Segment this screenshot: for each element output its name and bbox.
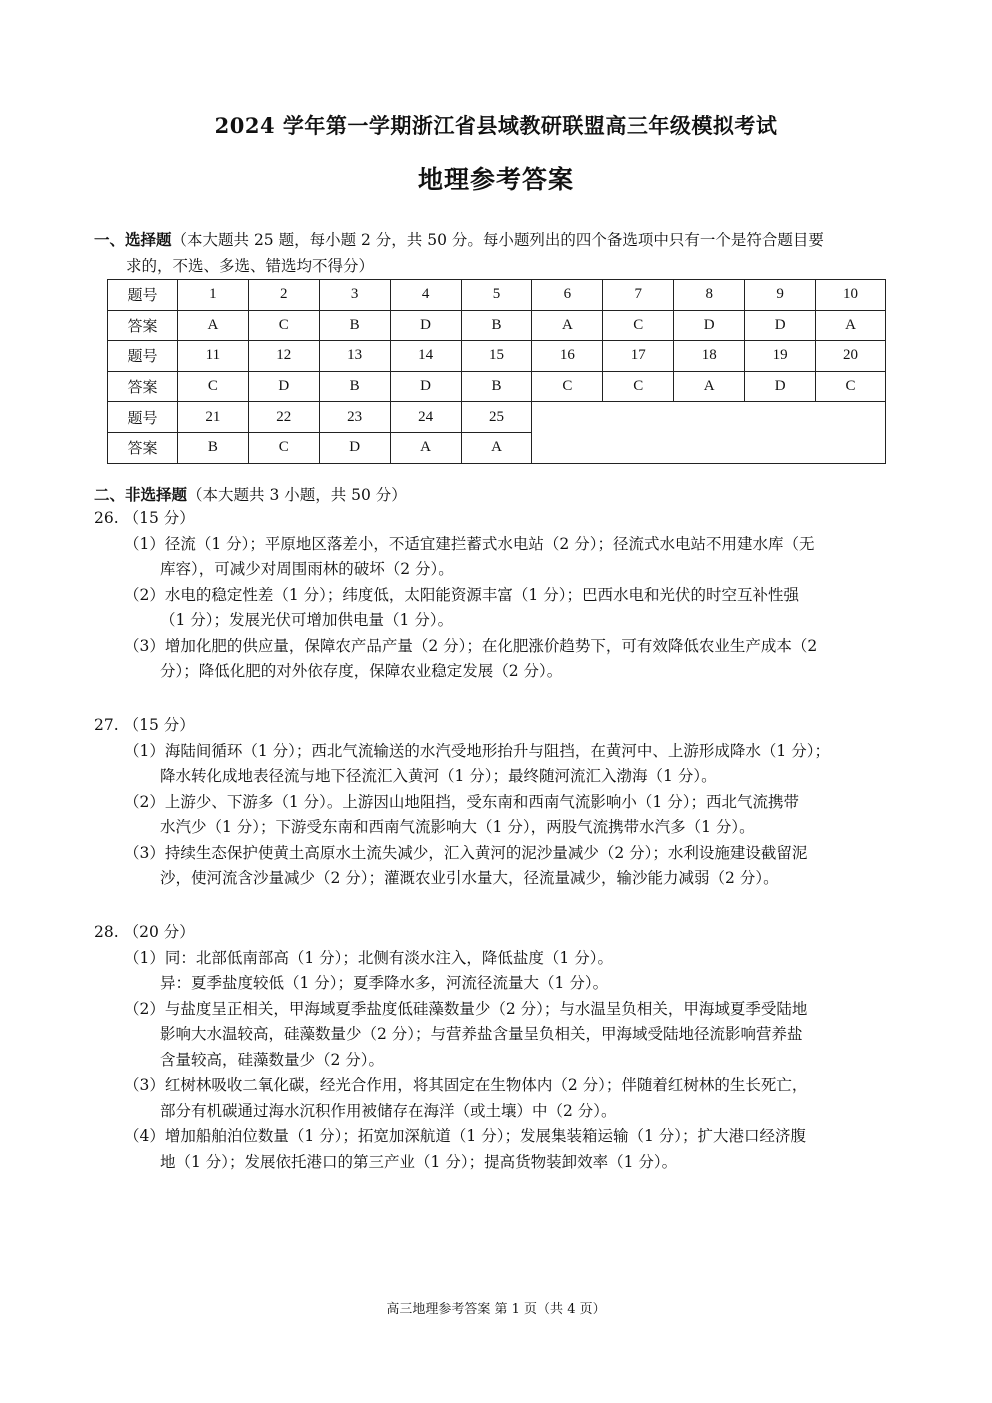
document-subtitle: 地理参考答案 [417, 165, 574, 194]
section-nonchoice-header [94, 482, 900, 508]
section-choice-label: 一、选择题 [94, 230, 172, 249]
row-label-question: 题号 [108, 280, 178, 311]
question-number: 19 [745, 341, 816, 372]
row-label-answer: 答案 [108, 432, 178, 463]
answer-line: （1 分）；发展光伏可增加供电量（1 分）。 [160, 611, 454, 629]
answer-line: 部分有机碳通过海水沉积作用被储存在海洋（或土壤）中（2 分）。 [160, 1101, 617, 1120]
answer-cell: A [177, 310, 248, 341]
table-row [108, 371, 886, 402]
question-number: 24 [390, 402, 461, 433]
answer-line: 降水转化成地表径流与地下径流汇入黄河（1 分）；最终随河流汇入渤海（1 分）。 [160, 767, 717, 785]
question-28 [94, 920, 900, 1175]
section-choice-header [94, 227, 900, 279]
question-number: 16 [532, 341, 603, 372]
answer-cell: D [319, 432, 390, 463]
question-26 [94, 506, 900, 685]
answer-line: （2）与盐度呈正相关，甲海域夏季盐度低硅藻数量少（2 分）；与水温呈负相关，甲海域夏季受陆地 [124, 999, 808, 1018]
answer-cell: A [390, 432, 461, 463]
row-label-answer: 答案 [108, 310, 178, 341]
answer-line: 沙，使河流含沙量减少（2 分）；灌溉农业引水量大，径流量减少，输沙能力减弱（2 分）。 [160, 869, 779, 887]
answer-cell: A [461, 432, 532, 463]
question-number: 8 [674, 280, 745, 311]
table-row [108, 341, 886, 372]
question-number: 3 [319, 280, 390, 311]
answer-cell: C [248, 432, 319, 463]
answer-line: （3）增加化肥的供应量，保障农产品产量（2 分）；在化肥涨价趋势下，可有效降低农业生产成本（2 [124, 636, 818, 655]
table-row [108, 280, 886, 311]
answer-cell: B [319, 310, 390, 341]
answer-line: 水汽少（1 分）；下游受东南和西南气流影响大（1 分），两股气流携带水汽多（1 分）。 [160, 818, 755, 836]
answer-cell: A [674, 371, 745, 402]
question-number: 14 [390, 341, 461, 372]
question-number: 22 [248, 402, 319, 433]
answer-table [107, 279, 886, 464]
question-number: 1 [177, 280, 248, 311]
question-number: 9 [745, 280, 816, 311]
question-number: 20 [816, 341, 886, 372]
row-label-answer: 答案 [108, 371, 178, 402]
empty-table-area [532, 402, 886, 463]
answer-cell: A [532, 310, 603, 341]
answer-line: （3）红树林吸收二氧化碳，经光合作用，将其固定在生物体内（2 分）；伴随着红树林的生长死亡， [124, 1076, 808, 1094]
answer-cell: B [177, 432, 248, 463]
question-number: 21 [177, 402, 248, 433]
question-number: 4 [390, 280, 461, 311]
row-label-question: 题号 [108, 341, 178, 372]
answer-cell: B [461, 310, 532, 341]
question-number: 10 [816, 280, 886, 311]
question-number: 25 [461, 402, 532, 433]
question-number: 12 [248, 341, 319, 372]
section-nonchoice-label: 二、非选择题 [94, 485, 188, 504]
section-choice-desc-1: （本大题共 25 题，每小题 2 分，共 50 分。每小题列出的四个备选项中只有一个是符合题目要 [171, 231, 824, 249]
answer-cell: B [461, 371, 532, 402]
exam-title: 2024 学年第一学期浙江省县域教研联盟高三年级模拟考试 [214, 113, 778, 138]
answer-line: （2）水电的稳定性差（1 分）；纬度低，太阳能资源丰富（1 分）；巴西水电和光伏的时空互补性强 [124, 585, 799, 604]
row-label-question: 题号 [108, 402, 178, 433]
answer-line: 地（1 分）；发展依托港口的第三产业（1 分）；提高货物装卸效率（1 分）。 [160, 1152, 678, 1171]
answer-line: 库容），可减少对周围雨林的破坏（2 分）。 [160, 560, 454, 578]
answer-cell: D [390, 310, 461, 341]
page-footer: 高三地理参考答案 第 1 页（共 4 页） [386, 1302, 606, 1317]
question-27 [94, 713, 900, 892]
answer-cell: C [248, 310, 319, 341]
table-row [108, 402, 886, 433]
answer-cell: D [674, 310, 745, 341]
answer-line: 异：夏季盐度较低（1 分）；夏季降水多，河流径流量大（1 分）。 [160, 974, 609, 992]
question-number: 17 [603, 341, 674, 372]
answer-cell: C [532, 371, 603, 402]
answer-line: （3）持续生态保护使黄土高原水土流失减少，汇入黄河的泥沙量减少（2 分）；水利设施建设截留泥 [124, 843, 808, 862]
answer-cell: C [816, 371, 886, 402]
answer-cell: B [319, 371, 390, 402]
answer-cell: D [745, 371, 816, 402]
question-number: 2 [248, 280, 319, 311]
answer-line: （2）上游少、下游多（1 分）。上游因山地阻挡，受东南和西南气流影响小（1 分）；西北气流携带 [124, 792, 799, 811]
question-number: 13 [319, 341, 390, 372]
section-choice-desc-2: 求的，不选、多选、错选均不得分） [126, 257, 375, 275]
answer-line: （1）海陆间循环（1 分）；西北气流输送的水汽受地形抬升与阻挡，在黄河中、上游形成降水（1 分）； [124, 741, 830, 760]
answer-cell: A [816, 310, 886, 341]
answer-cell: C [603, 371, 674, 402]
question-number: 15 [461, 341, 532, 372]
question-number: 6 [532, 280, 603, 311]
section-nonchoice-desc: （本大题共 3 小题，共 50 分） [187, 486, 407, 504]
question-number-label: 27. （15 分） [94, 716, 195, 734]
answer-line: （1）同：北部低南部高（1 分）；北侧有淡水注入，降低盐度（1 分）。 [124, 948, 613, 967]
question-number-label: 28. （20 分） [94, 923, 195, 941]
question-number: 5 [461, 280, 532, 311]
answer-cell: D [248, 371, 319, 402]
answer-line: 含量较高，硅藻数量少（2 分）。 [160, 1050, 385, 1069]
question-number: 18 [674, 341, 745, 372]
answer-line: 影响大水温较高，硅藻数量少（2 分）；与营养盐含量呈负相关，甲海域受陆地径流影响营养盐 [160, 1025, 803, 1043]
answer-cell: C [603, 310, 674, 341]
question-number-label: 26. （15 分） [94, 509, 195, 527]
answer-cell: C [177, 371, 248, 402]
question-number: 7 [603, 280, 674, 311]
question-number: 23 [319, 402, 390, 433]
answer-line: 分）；降低化肥的对外依存度，保障农业稳定发展（2 分）。 [160, 662, 563, 680]
table-row [108, 310, 886, 341]
question-number: 11 [177, 341, 248, 372]
answer-cell: D [745, 310, 816, 341]
answer-line: （4）增加船舶泊位数量（1 分）；拓宽加深航道（1 分）；发展集装箱运输（1 分）；扩大港口经济腹 [124, 1127, 806, 1145]
answer-cell: D [390, 371, 461, 402]
answer-line: （1）径流（1 分）；平原地区落差小，不适宜建拦蓄式水电站（2 分）；径流式水电站不用建水库（无 [124, 534, 815, 553]
